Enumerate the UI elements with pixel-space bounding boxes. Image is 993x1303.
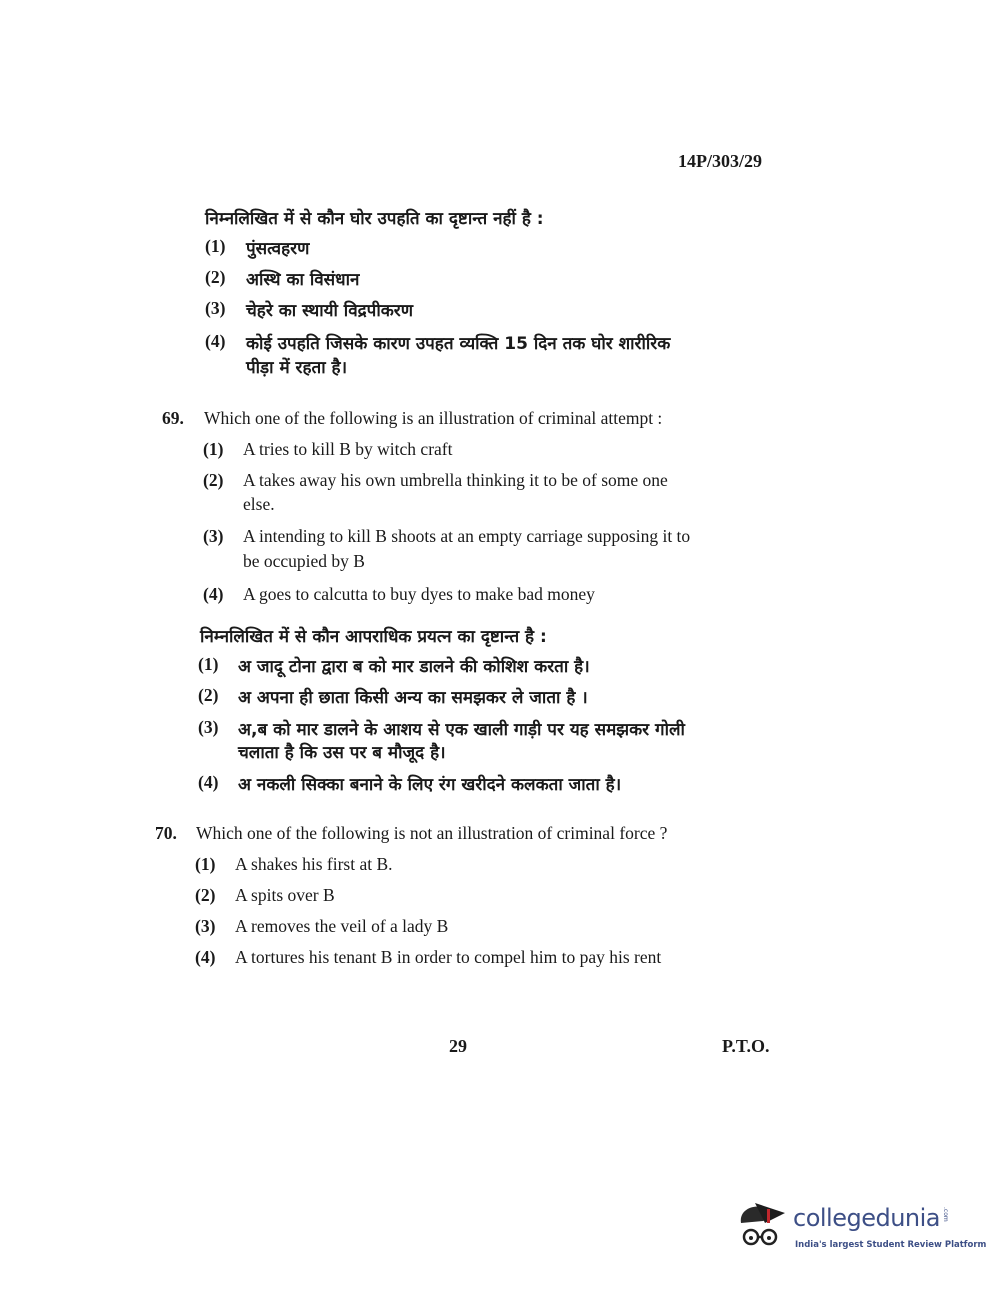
question-stem: Which one of the following is an illustration of criminal attempt : [204,408,663,428]
option-number: (3) [203,526,224,546]
option-number: (4) [205,331,226,351]
option-text: A takes away his own umbrella thinking it to be of some one [243,470,668,490]
option-number: (4) [195,947,216,967]
paper-code: 14P/303/29 [678,151,762,171]
question-stem: Which one of the following is not an illustration of criminal force ? [196,823,668,843]
option-text: कोई उपहति जिसके कारण उपहत व्यक्ति 15 दिन तक घोर शारीरिक [246,334,671,354]
pto-label: P.T.O. [722,1036,770,1056]
option-text: A removes the veil of a lady B [235,916,449,936]
option-text: पुंसत्वहरण [246,239,310,259]
option-number: (2) [205,267,226,287]
option-text: अ नकली सिक्का बनाने के लिए रंग खरीदने कलकता जाता है। [238,775,622,795]
q69-hindi-stem: निम्नलिखित में से कौन आपराधिक प्रयत्न का दृष्टान्त है : [200,627,547,647]
option-text: A intending to kill B shoots at an empty carriage supposing it to [243,526,691,546]
q68-hindi-stem: निम्नलिखित में से कौन घोर उपहति का दृष्टान्त नहीं है : [205,209,544,229]
logo-suffix: .com [942,1207,950,1222]
option-text: A tries to kill B by witch craft [243,439,453,459]
option-number: (2) [198,685,219,705]
collegedunia-logo [735,1195,985,1260]
option-text: A shakes his first at B. [235,854,393,874]
page-number: 29 [449,1036,467,1056]
option-number: (1) [195,854,216,874]
option-text: अ जादू टोना द्वारा ब को मार डालने की कोशिश करता है। [238,657,590,677]
option-text: अस्थि का विसंधान [246,270,360,290]
option-text: चलाता है कि उस पर ब मौजूद है। [238,743,446,763]
option-text: चेहरे का स्थायी विद्रपीकरण [246,301,414,321]
option-text: अ अपना ही छाता किसी अन्य का समझकर ले जाता है । [238,688,588,708]
logo-wordmark [793,1203,948,1233]
option-number: (3) [198,717,219,737]
option-text: A tortures his tenant B in order to compel him to pay his rent [235,947,662,967]
option-text: else. [243,494,275,514]
option-number: (1) [198,654,219,674]
question-number: 70. [155,823,177,843]
mascot-icon [737,1201,787,1253]
question-number: 69. [162,408,184,428]
option-number: (4) [203,584,224,604]
option-number: (2) [203,470,224,490]
option-number: (2) [195,885,216,905]
logo-tagline: India's largest Student Review Platform [795,1240,987,1250]
option-number: (3) [195,916,216,936]
option-text: A spits over B [235,885,335,905]
option-text: पीड़ा में रहता है। [246,358,348,378]
option-number: (1) [205,236,226,256]
option-text: अ,ब को मार डालने के आशय से एक खाली गाड़ी पर यह समझकर गोली [238,720,685,740]
option-number: (1) [203,439,224,459]
option-number: (4) [198,772,219,792]
option-text: A goes to calcutta to buy dyes to make bad money [243,584,595,604]
logo-name: collegedunia [793,1204,941,1232]
option-number: (3) [205,298,226,318]
option-text: be occupied by B [243,551,365,571]
